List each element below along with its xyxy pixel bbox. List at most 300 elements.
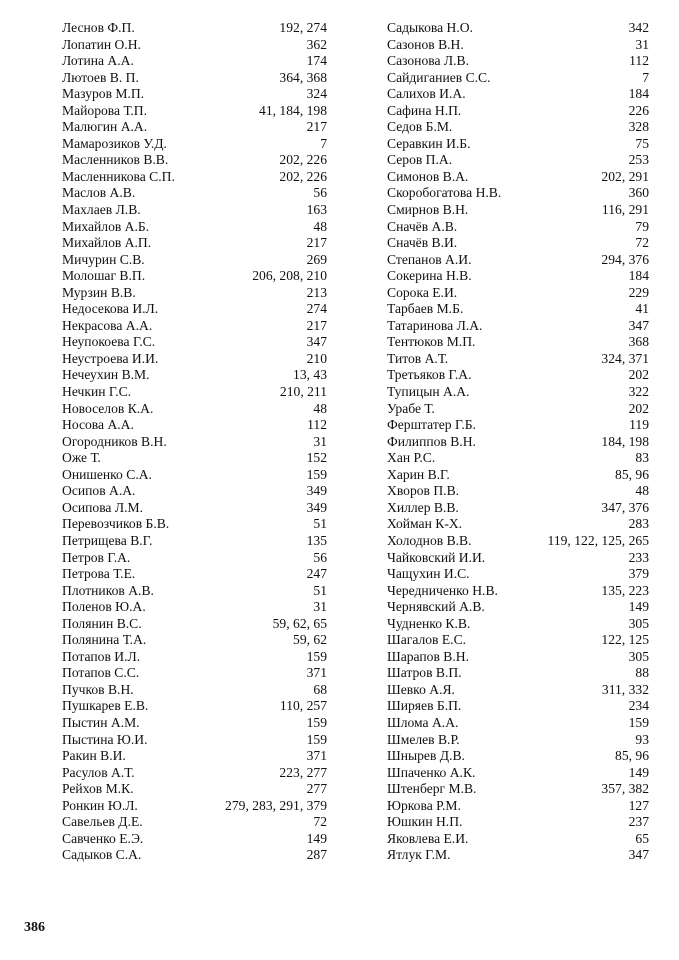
author-name: Харин В.Г. (387, 466, 450, 482)
author-name: Огородников В.Н. (62, 433, 167, 449)
author-name: Третьяков Г.А. (387, 367, 472, 383)
page-references: 85, 96 (615, 466, 649, 482)
index-entry (387, 483, 649, 500)
index-entry (387, 566, 649, 583)
page-references: 31 (635, 36, 649, 52)
page-references: 362 (306, 36, 327, 52)
page-references: 283 (628, 516, 649, 532)
index-entry (62, 765, 327, 782)
index-column-left (62, 20, 327, 864)
page-references: 371 (306, 748, 327, 764)
index-entry (387, 367, 649, 384)
index-entry (387, 301, 649, 318)
index-entry (387, 119, 649, 136)
author-name: Осипова Л.М. (62, 499, 143, 515)
page-references: 233 (628, 549, 649, 565)
index-entry (62, 86, 327, 103)
author-name: Шагалов Е.С. (387, 632, 467, 648)
page-references: 127 (628, 797, 649, 813)
author-name: Шмелев В.Р. (387, 731, 460, 747)
author-name: Пушкарев Е.В. (62, 698, 149, 714)
index-entry (62, 732, 327, 749)
page-references: 371 (306, 665, 327, 681)
page-references: 83 (635, 450, 649, 466)
index-entry (387, 417, 649, 434)
index-entry (387, 649, 649, 666)
author-name: Рейхов М.К. (62, 781, 134, 797)
index-entry (62, 847, 327, 864)
author-name: Шатров В.П. (387, 665, 462, 681)
author-name: Сазонова Л.В. (387, 53, 470, 69)
page-references: 349 (306, 499, 327, 515)
page-references: 51 (313, 582, 327, 598)
author-name: Шпаченко А.К. (387, 764, 476, 780)
page-references: 247 (306, 566, 327, 582)
author-name: Пыстина Ю.И. (62, 731, 148, 747)
index-entry (62, 450, 327, 467)
page-references: 122, 125 (601, 632, 649, 648)
page-references: 379 (628, 566, 649, 582)
page-references: 294, 376 (601, 251, 649, 267)
author-name: Мурзин В.В. (62, 284, 136, 300)
page-references: 31 (313, 433, 327, 449)
page-references: 347 (628, 317, 649, 333)
author-name: Скоробогатова Н.В. (387, 185, 502, 201)
author-name: Садыкова Н.О. (387, 20, 473, 35)
index-entry (387, 765, 649, 782)
author-name: Ферштатер Г.Б. (387, 417, 476, 433)
page-references: 163 (306, 202, 327, 218)
page-references: 210 (306, 350, 327, 366)
author-name: Петрова Т.Е. (62, 566, 136, 582)
index-entry (62, 20, 327, 37)
index-entry (62, 599, 327, 616)
page-references: 202 (628, 400, 649, 416)
author-name: Урабе Т. (387, 400, 435, 416)
author-name: Шевко А.Я. (387, 681, 455, 697)
index-entry (387, 268, 649, 285)
index-entry (62, 698, 327, 715)
page-references: 65 (635, 830, 649, 846)
index-entry (387, 533, 649, 550)
page-references: 202 (628, 367, 649, 383)
page-references: 48 (313, 400, 327, 416)
author-name: Потапов С.С. (62, 665, 140, 681)
index-entry (62, 649, 327, 666)
author-name: Осипов А.А. (62, 483, 136, 499)
author-name: Шнырев Д.В. (387, 748, 465, 764)
index-entry (387, 86, 649, 103)
author-name: Майорова Т.П. (62, 102, 148, 118)
author-name: Тентюков М.П. (387, 334, 476, 350)
index-entry (62, 533, 327, 550)
page-references: 279, 283, 291, 379 (225, 797, 327, 813)
index-entry (387, 781, 649, 798)
author-name: Мамарозиков У.Д. (62, 135, 167, 151)
author-name: Чащухин И.С. (387, 566, 470, 582)
page-references: 112 (307, 417, 327, 433)
index-entry (387, 37, 649, 54)
page-references: 184 (628, 86, 649, 102)
page-references: 217 (306, 235, 327, 251)
page-references: 364, 368 (279, 69, 327, 85)
page-references: 93 (635, 731, 649, 747)
index-entry (62, 202, 327, 219)
page-references: 13, 43 (293, 367, 327, 383)
author-name: Шарапов В.Н. (387, 648, 469, 664)
index-entry (387, 136, 649, 153)
page-references: 277 (306, 781, 327, 797)
author-name: Пучков В.Н. (62, 681, 134, 697)
author-name: Юркова Р.М. (387, 797, 461, 813)
author-name: Сорока Е.И. (387, 284, 458, 300)
page-references: 342 (628, 20, 649, 35)
page-references: 159 (306, 648, 327, 664)
page-references: 213 (306, 284, 327, 300)
index-entry (62, 70, 327, 87)
author-name: Сначёв В.И. (387, 235, 458, 251)
author-name: Нечкин Г.С. (62, 384, 132, 400)
index-entry (387, 318, 649, 335)
index-entry (62, 715, 327, 732)
index-entry (387, 798, 649, 815)
author-name: Сначёв А.В. (387, 218, 458, 234)
author-name: Холоднов В.В. (387, 532, 472, 548)
author-name: Расулов А.Т. (62, 764, 135, 780)
page-references: 72 (313, 814, 327, 830)
index-entry (387, 384, 649, 401)
index-entry (62, 401, 327, 418)
page-references: 287 (306, 847, 327, 863)
page-references: 68 (313, 681, 327, 697)
author-name: Масленникова С.П. (62, 168, 175, 184)
index-entry (387, 334, 649, 351)
author-name: Лопатин О.Н. (62, 36, 141, 52)
index-entry (62, 103, 327, 120)
author-name: Некрасова А.А. (62, 317, 153, 333)
index-entry (387, 53, 649, 70)
index-entry (387, 401, 649, 418)
index-entry (387, 732, 649, 749)
page-references: 269 (306, 251, 327, 267)
author-name: Татаринова Л.А. (387, 317, 483, 333)
page-references: 56 (313, 185, 327, 201)
author-name: Тупицын А.А. (387, 384, 470, 400)
author-name: Хан Р.С. (387, 450, 436, 466)
index-entry (387, 682, 649, 699)
page-references: 59, 62, 65 (272, 615, 327, 631)
index-entry (387, 252, 649, 269)
author-name: Степанов А.И. (387, 251, 472, 267)
author-name: Хойман К-Х. (387, 516, 463, 532)
page-references: 347 (628, 847, 649, 863)
page-references: 324, 371 (601, 350, 649, 366)
author-name: Ятлук Г.М. (387, 847, 451, 863)
author-name: Яковлева Е.И. (387, 830, 469, 846)
author-name: Молошаг В.П. (62, 268, 146, 284)
page-references: 368 (628, 334, 649, 350)
index-entry (387, 583, 649, 600)
page-references: 253 (628, 152, 649, 168)
author-name: Масленников В.В. (62, 152, 169, 168)
author-name: Носова А.А. (62, 417, 134, 433)
index-entry (62, 235, 327, 252)
page-references: 305 (628, 648, 649, 664)
author-name: Пыстин А.М. (62, 714, 140, 730)
index-entry (387, 169, 649, 186)
index-entry (62, 152, 327, 169)
index-entry (387, 748, 649, 765)
page-references: 7 (320, 135, 327, 151)
index-entry (387, 152, 649, 169)
author-name: Перевозчиков Б.В. (62, 516, 170, 532)
author-name: Сазонов В.Н. (387, 36, 464, 52)
page-references: 48 (635, 483, 649, 499)
index-entry (387, 550, 649, 567)
page-references: 237 (628, 814, 649, 830)
index-entry (387, 185, 649, 202)
index-entry (62, 781, 327, 798)
index-entry (62, 483, 327, 500)
index-entry (62, 285, 327, 302)
page-references: 48 (313, 218, 327, 234)
page-references: 119 (629, 417, 649, 433)
page-references: 110, 257 (279, 698, 327, 714)
page-references: 229 (628, 284, 649, 300)
index-entry (387, 831, 649, 848)
index-entry (387, 665, 649, 682)
index-entry (387, 202, 649, 219)
index-entry (387, 698, 649, 715)
index-entry (387, 285, 649, 302)
index-entry (387, 20, 649, 37)
index-entry (62, 682, 327, 699)
index-entry (62, 53, 327, 70)
index-entry (62, 367, 327, 384)
author-name: Шлома А.А. (387, 714, 459, 730)
author-name: Ронкин Ю.Л. (62, 797, 138, 813)
author-name: Нечеухин В.М. (62, 367, 150, 383)
index-entry (62, 252, 327, 269)
index-entry (387, 467, 649, 484)
page-references: 135, 223 (601, 582, 649, 598)
author-name: Неустроева И.И. (62, 350, 159, 366)
index-entry (387, 632, 649, 649)
author-name: Ракин В.И. (62, 748, 126, 764)
author-name: Сайдиганиев С.С. (387, 69, 491, 85)
author-name: Ширяев Б.П. (387, 698, 462, 714)
author-name: Салихов И.А. (387, 86, 466, 102)
page-references: 88 (635, 665, 649, 681)
page-references: 59, 62 (293, 632, 327, 648)
page-references: 174 (306, 53, 327, 69)
page-references: 202, 291 (601, 168, 649, 184)
page-references: 149 (628, 599, 649, 615)
author-name: Оже Т. (62, 450, 101, 466)
author-name: Штенберг М.В. (387, 781, 477, 797)
index-entry (387, 616, 649, 633)
index-entry (387, 70, 649, 87)
author-name: Филиппов В.Н. (387, 433, 476, 449)
author-name: Седов Б.М. (387, 119, 453, 135)
author-name: Лотина А.А. (62, 53, 134, 69)
author-name: Савельев Д.Е. (62, 814, 143, 830)
page-references: 328 (628, 119, 649, 135)
page-references: 206, 208, 210 (252, 268, 327, 284)
page-references: 184 (628, 268, 649, 284)
index-entry (62, 434, 327, 451)
page-references: 210, 211 (279, 384, 327, 400)
author-name: Юшкин Н.П. (387, 814, 463, 830)
author-name: Леснов Ф.П. (62, 20, 135, 35)
author-name: Мичурин С.В. (62, 251, 145, 267)
author-name: Онишенко С.А. (62, 466, 152, 482)
page-references: 72 (635, 235, 649, 251)
page-references: 149 (628, 764, 649, 780)
index-entry (62, 831, 327, 848)
author-name: Петрищева В.Г. (62, 532, 153, 548)
author-name: Сафина Н.П. (387, 102, 462, 118)
page-references: 149 (306, 830, 327, 846)
author-name: Плотников А.В. (62, 582, 154, 598)
index-entry (387, 715, 649, 732)
page-references: 322 (628, 384, 649, 400)
author-name: Маслов А.В. (62, 185, 136, 201)
author-name: Петров Г.А. (62, 549, 131, 565)
page-references: 112 (629, 53, 649, 69)
page-references: 349 (306, 483, 327, 499)
index-entry (387, 599, 649, 616)
page-references: 234 (628, 698, 649, 714)
index-entry (62, 516, 327, 533)
page-references: 79 (635, 218, 649, 234)
author-name: Чередниченко Н.В. (387, 582, 498, 598)
author-name: Полянина Т.А. (62, 632, 147, 648)
index-entry (62, 814, 327, 831)
page-references: 311, 332 (601, 681, 649, 697)
page-references: 119, 122, 125, 265 (547, 532, 649, 548)
index-entry (62, 268, 327, 285)
index-entry (387, 235, 649, 252)
index-column-right (387, 20, 649, 864)
page-references: 360 (628, 185, 649, 201)
index-entry (387, 500, 649, 517)
page-references: 85, 96 (615, 748, 649, 764)
index-entry (62, 119, 327, 136)
author-name: Потапов И.Л. (62, 648, 141, 664)
page-references: 116, 291 (601, 202, 649, 218)
index-entry (62, 583, 327, 600)
index-entry (387, 450, 649, 467)
author-name: Садыков С.А. (62, 847, 142, 863)
index-entry (62, 334, 327, 351)
author-name: Хиллер В.В. (387, 499, 459, 515)
author-name: Мазуров М.П. (62, 86, 145, 102)
author-name: Поленов Ю.А. (62, 599, 146, 615)
author-name: Новоселов К.А. (62, 400, 154, 416)
page-references: 324 (306, 86, 327, 102)
page-references: 159 (306, 466, 327, 482)
page-references: 274 (306, 301, 327, 317)
index-entry (62, 798, 327, 815)
author-name: Малюгин А.А. (62, 119, 148, 135)
author-name: Чернявский А.В. (387, 599, 485, 615)
index-entry (62, 136, 327, 153)
index-entry (62, 301, 327, 318)
page-references: 159 (306, 714, 327, 730)
index-entry (62, 384, 327, 401)
page-references: 202, 226 (279, 168, 327, 184)
page-references: 357, 382 (601, 781, 649, 797)
index-entry (62, 748, 327, 765)
author-name: Титов А.Т. (387, 350, 449, 366)
index-entry (62, 632, 327, 649)
author-name: Серов П.А. (387, 152, 453, 168)
index-entry (62, 467, 327, 484)
page-references: 305 (628, 615, 649, 631)
author-name: Смирнов В.Н. (387, 202, 469, 218)
index-entry (62, 665, 327, 682)
page-references: 184, 198 (601, 433, 649, 449)
index-entry (387, 434, 649, 451)
author-name: Чудненко К.В. (387, 615, 471, 631)
index-entry (387, 847, 649, 864)
index-entry (62, 616, 327, 633)
author-name: Недосекова И.Л. (62, 301, 159, 317)
page-references: 159 (306, 731, 327, 747)
author-name: Неупокоева Г.С. (62, 334, 156, 350)
index-entry (62, 37, 327, 54)
index-entry (62, 219, 327, 236)
page-references: 226 (628, 102, 649, 118)
page-references: 51 (313, 516, 327, 532)
index-entry (387, 516, 649, 533)
author-name: Махлаев Л.В. (62, 202, 141, 218)
author-name: Чайковский И.И. (387, 549, 486, 565)
page-references: 223, 277 (279, 764, 327, 780)
author-name: Тарбаев М.Б. (387, 301, 464, 317)
page-references: 41, 184, 198 (259, 102, 327, 118)
index-entry (62, 417, 327, 434)
page-references: 347 (306, 334, 327, 350)
page-references: 135 (306, 532, 327, 548)
author-name: Симонов В.А. (387, 168, 469, 184)
page-references: 56 (313, 549, 327, 565)
index-entry (62, 318, 327, 335)
index-entry (62, 185, 327, 202)
page-number: 386 (24, 920, 45, 935)
index-entry (387, 103, 649, 120)
page-references: 347, 376 (601, 499, 649, 515)
page-references: 192, 274 (279, 20, 327, 35)
index-entry (387, 814, 649, 831)
author-name: Михайлов А.П. (62, 235, 152, 251)
page-references: 41 (635, 301, 649, 317)
author-name: Савченко Е.Э. (62, 830, 144, 846)
author-name: Михайлов А.Б. (62, 218, 150, 234)
page-references: 217 (306, 119, 327, 135)
index-entry (62, 500, 327, 517)
index-entry (62, 566, 327, 583)
index-entry (387, 351, 649, 368)
index-entry (62, 550, 327, 567)
author-name: Полянин В.С. (62, 615, 142, 631)
index-entry (62, 169, 327, 186)
index-entry (387, 219, 649, 236)
page-references: 75 (635, 135, 649, 151)
index-entry (62, 351, 327, 368)
author-name: Лютоев В. П. (62, 69, 139, 85)
